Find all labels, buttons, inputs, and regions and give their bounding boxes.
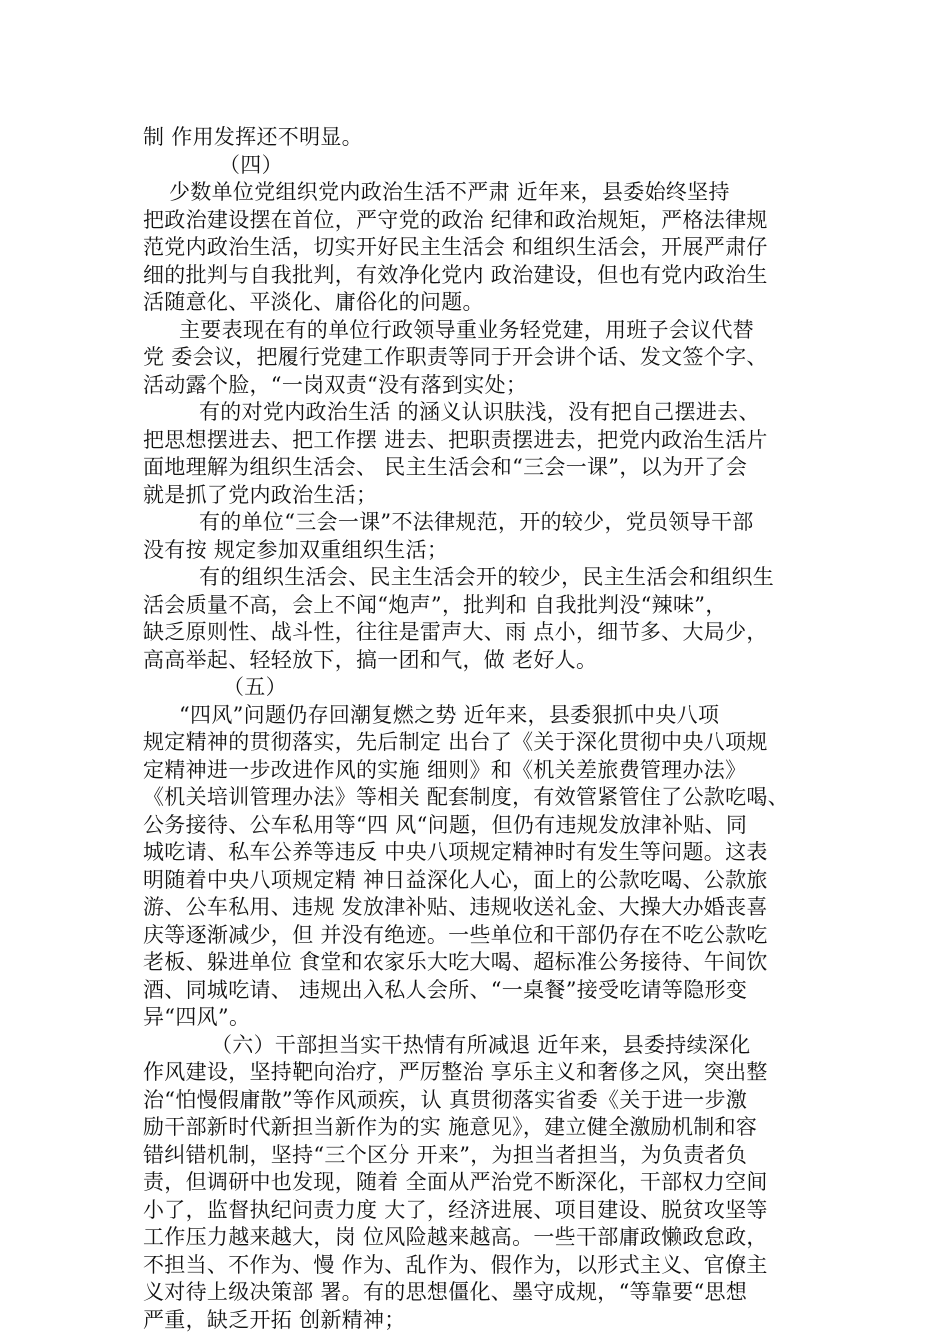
text-line: 少数单位党组织党内政治生活不严肃 近年来，县委始终坚持: [169, 180, 730, 204]
text-line: 《机关培训管理办法》等相关 配套制度，有效管紧管住了公款吃喝、: [143, 785, 789, 809]
text-line: 作风建设，坚持靶向治疗，严厉整治 享乐主义和奢侈之风，突出整: [143, 1060, 768, 1084]
section-heading: （六）干部担当实干热情有所减退 近年来，县委持续深化: [211, 1032, 751, 1057]
text-line: 城吃请、私车公养等违反 中央八项规定精神时有发生等问题。这表: [143, 840, 768, 864]
text-line: 没有按 规定参加双重组织生活；: [143, 537, 449, 562]
text-line: 定精神进一步改进作风的实施 细则》和《机关差旅费管理办法》: [143, 757, 747, 782]
text-line: 工作压力越来越大，岗 位风险越来越高。一些干部庸政懒政怠政，: [143, 1225, 768, 1249]
text-line: 酒、同城吃请、 违规出入私人会所、“一桌餐”接受吃请等隐形变: [143, 977, 748, 1002]
text-line: 庆等逐渐减少，但 并没有绝迹。一些单位和干部仍存在不吃公款吃: [143, 922, 768, 947]
text-line: 高高举起、轻轻放下，搞一团和气，做 老好人。: [143, 647, 598, 672]
text-line: 面地理解为组织生活会、 民主生活会和“三会一课”，以为开了会: [143, 455, 748, 479]
text-line: 细的批判与自我批判，有效净化党内 政治建设，但也有党内政治生: [143, 262, 768, 287]
text-line: 明随着中央八项规定精 神日益深化人心，面上的公款吃喝、公款旅: [143, 867, 768, 892]
text-line: 把思想摆进去、把工作摆 进去、把职责摆进去，把党内政治生活片: [143, 427, 768, 452]
text-line: 治“怕慢假庸散”等作风顽疾，认 真贯彻落实省委《关于进一步激: [143, 1087, 748, 1112]
text-line: “四风”问题仍存回潮复燃之势 近年来，县委狠抓中央八项: [179, 702, 720, 727]
document-body: [143, 124, 823, 1334]
text-line: 把政治建设摆在首位，严守党的政治 纪律和政治规矩，严格法律规: [143, 207, 768, 232]
text-line: 活随意化、平淡化、庸俗化的问题。: [143, 290, 484, 314]
section-heading: （五）: [223, 675, 287, 699]
text-line: 责，但调研中也发现，随着 全面从严治党不断深化，干部权力空间: [143, 1170, 768, 1194]
text-line: 有的对党内政治生活 的涵义认识肤浅，没有把自己摆进去、: [199, 400, 760, 424]
text-line: 老板、躲进单位 食堂和农家乐大吃大喝、超标准公务接待、午间饮: [143, 950, 768, 974]
text-line: 义对待上级决策部 署。有的思想僵化、墨守成规，“等靠要“思想: [143, 1280, 748, 1304]
text-line: 公务接待、公车私用等“四 风“问题，但仍有违规发放津补贴、同: [143, 812, 748, 837]
text-line: 范党内政治生活，切实开好民主生活会 和组织生活会，开展严肃仔: [143, 235, 768, 259]
text-line: 小了，监督执纪问责力度 大了，经济进展、项目建设、脱贫攻坚等: [143, 1197, 768, 1222]
text-line: 缺乏原则性、战斗性，往往是雷声大、雨 点小，细节多、大局少，: [143, 620, 768, 644]
text-line: 严重，缺乏开拓 创新精神；: [143, 1307, 406, 1332]
text-line: 活会质量不高，会上不闻“炮声”，批判和 自我批判没“辣味”，: [143, 592, 727, 617]
text-line: 党 委会议，把履行党建工作职责等同于开会讲个话、发文签个字、: [143, 345, 768, 369]
text-line: 制 作用发挥还不明显。: [143, 125, 363, 149]
text-line: 就是抓了党内政治生活；: [143, 482, 378, 507]
section-heading: （四）: [219, 152, 283, 177]
text-line: 异“四风”。: [143, 1005, 251, 1029]
text-line: 规定精神的贯彻落实，先后制定 出台了《关于深化贯彻中央八项规: [143, 730, 768, 754]
text-line: 有的单位“三会一课”不法律规范，开的较少，党员领导干部: [199, 510, 754, 534]
text-line: 游、公车私用、违规 发放津补贴、违规收送礼金、大操大办婚丧喜: [143, 895, 768, 919]
text-line: 不担当、不作为、慢 作为、乱作为、假作为，以形式主义、官僚主: [143, 1252, 768, 1277]
text-line: 错纠错机制，坚持“三个区分 开来”，为担当者担当，为负责者负: [143, 1142, 748, 1167]
text-line: 励干部新时代新担当新作为的实 施意见》，建立健全激励机制和容: [143, 1115, 758, 1139]
text-line: 活动露个脸，“一岗双责“没有落到实处；: [143, 372, 528, 397]
text-line: 有的组织生活会、民主生活会开的较少，民主生活会和组织生: [199, 565, 775, 589]
text-line: 主要表现在有的单位行政领导重业务轻党建，用班子会议代替: [179, 317, 755, 342]
